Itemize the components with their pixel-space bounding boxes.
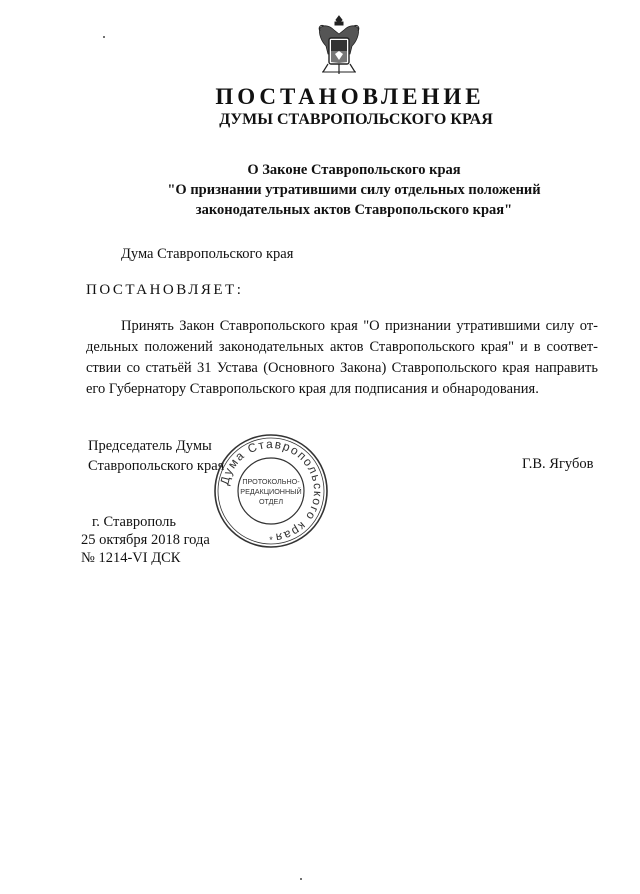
stamp-inner-line: ОТДЕЛ (258, 497, 284, 506)
stamp-inner-line: ПРОТОКОЛЬНО- (242, 477, 300, 486)
heading-line: О Законе Ставропольского края (247, 162, 461, 178)
official-stamp (206, 428, 336, 554)
body-line: дельных положений законодательных актов Ставропольского края" и в соответ- (86, 339, 598, 355)
signer-name: Г.В. Ягубов (522, 456, 594, 472)
resolves-label: ПОСТАНОВЛЯЕТ: (86, 282, 244, 298)
stamp-inner-line: РЕДАКЦИОННЫЙ (240, 487, 302, 496)
scan-speck (103, 36, 105, 38)
chair-line: Председатель Думы (88, 438, 212, 454)
heading-line: "О признании утратившими силу отдельных положений (167, 182, 541, 198)
document-date: 25 октября 2018 года (81, 532, 210, 548)
city: г. Ставрополь (92, 514, 177, 530)
body-line: Принять Закон Ставропольского края "О признании утратившими силу от- (121, 318, 598, 334)
document-title: ПОСТАНОВЛЕНИЕ (215, 84, 485, 109)
coat-of-arms-icon (314, 14, 364, 76)
document-subtitle: ДУМЫ СТАВРОПОЛЬСКОГО КРАЯ (219, 111, 493, 128)
resolution-body (86, 316, 598, 400)
document-number: № 1214-VI ДСК (81, 550, 181, 566)
body-line: его Губернатору Ставропольского края для подписания и обнародования. (86, 381, 539, 397)
scan-speck (300, 878, 302, 880)
stamp-star: * (269, 535, 273, 545)
chair-line: Ставропольского края (88, 458, 225, 474)
duma-label: Дума Ставропольского края (121, 246, 294, 262)
stamp-outer-text: Дума Ставропольского края (217, 436, 326, 545)
body-line: ствии со статьёй 31 Устава (Основного Закона) Ставропольского края направить (86, 360, 598, 376)
law-heading (34, 160, 640, 220)
chair-title (88, 436, 224, 476)
heading-line: законодательных актов Ставропольского края" (195, 202, 513, 218)
